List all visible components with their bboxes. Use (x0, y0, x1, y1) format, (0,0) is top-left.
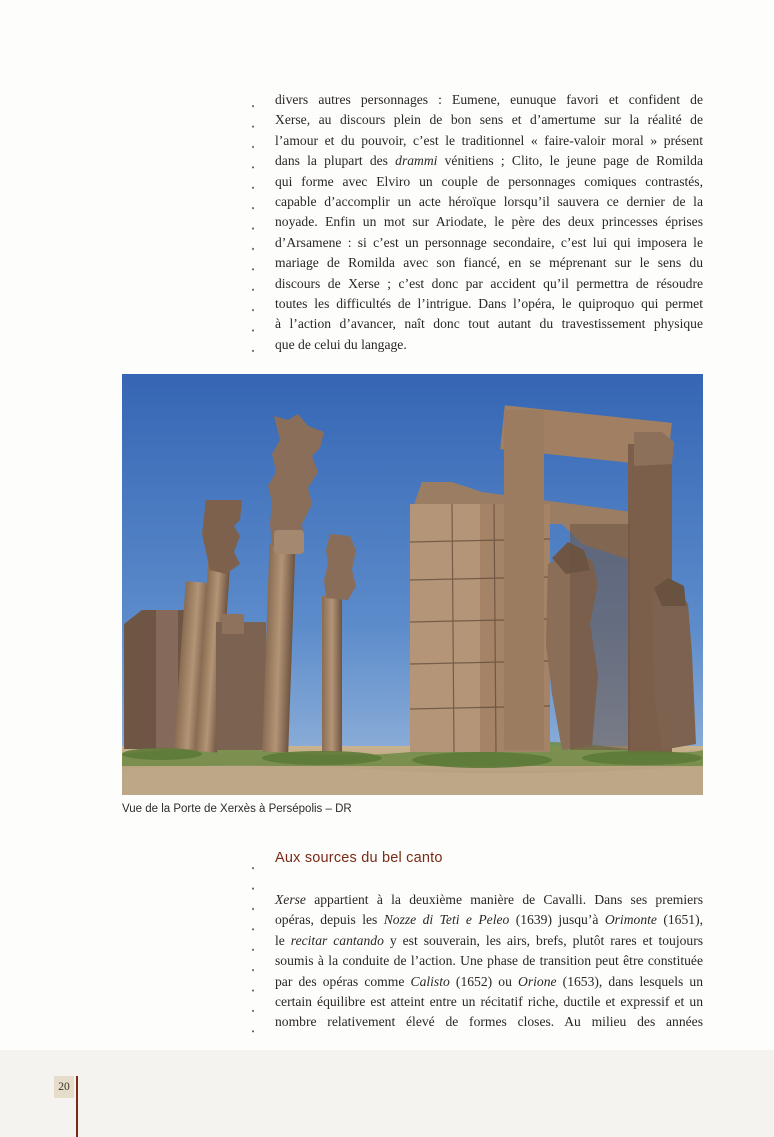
text-line: noyade. Enfin un mot sur Ariodate, le père des deux princesses éprises (275, 214, 703, 230)
text-line: nombre relativement élevé de formes closes. Au milieu des années (275, 1014, 703, 1030)
intro-paragraph (275, 90, 703, 355)
text-line: que de celui du langage. (275, 336, 407, 352)
text-line: Xerse appartient à la deuxième manière de Cavalli. Dans ses premiers (275, 892, 703, 907)
section-paragraph (275, 890, 703, 1033)
text-line: à l’action d’avancer, naît donc tout autant du travestissement physique (275, 316, 703, 332)
text-line: divers autres personnages : Eumene, eunuque favori et confident de (275, 92, 703, 107)
photo-caption: Vue de la Porte de Xerxès à Persépolis – DR (122, 803, 352, 815)
text-line: Xerse, au discours plein de bon sens et d’amertume sur la réalité de (275, 112, 703, 128)
text-line: dans la plupart des drammi vénitiens ; Clito, le jeune page de Romilda (275, 153, 703, 169)
margin-dots-bottom (250, 852, 256, 1036)
margin-dots-top (250, 90, 256, 352)
text-line: le recitar cantando y est souverain, les airs, brefs, plutôt rares et toujours (275, 932, 704, 948)
text-line: mariage de Romilda avec son fiancé, en se méprenant sur le sens du (275, 255, 703, 271)
gate-of-xerxes-image (122, 374, 703, 795)
text-line: d’Arsamene : si c’est un personnage secondaire, c’est lui qui imposera le (275, 234, 703, 250)
text-line: toutes les difficultés de l’intrigue. Dans l’opéra, le quiproquo qui permet (275, 296, 703, 312)
text-line: par des opéras comme Calisto (1652) ou Orione (1653), dans lesquels un (275, 973, 704, 989)
footer-band (0, 1050, 774, 1137)
page-rule (76, 1076, 78, 1137)
text-line: certain équilibre est atteint entre un récitatif riche, ductile et expressif et un (275, 994, 703, 1010)
page-number: 20 (54, 1076, 74, 1098)
persepolis-photo (122, 374, 703, 795)
text-line: opéras, depuis les Nozze di Teti e Peleo (1639) jusqu’à Orimonte (1651), (275, 912, 703, 928)
text-line: discours de Xerse ; c’est donc par accident qu’il permettra de résoudre (275, 275, 703, 291)
text-line: qui forme avec Elviro un couple de personnages comiques contrastés, (275, 173, 703, 189)
section-heading: Aux sources du bel canto (275, 850, 443, 866)
text-line: l’amour et du pouvoir, c’est le traditionnel « faire-valoir moral » présent (275, 132, 703, 148)
text-line: soumis à la conduite de l’action. Une phase de transition peut être constituée (275, 953, 703, 969)
text-line: capable d’accomplir un acte héroïque lorsqu’il sauvera ce dernier de la (275, 194, 703, 210)
